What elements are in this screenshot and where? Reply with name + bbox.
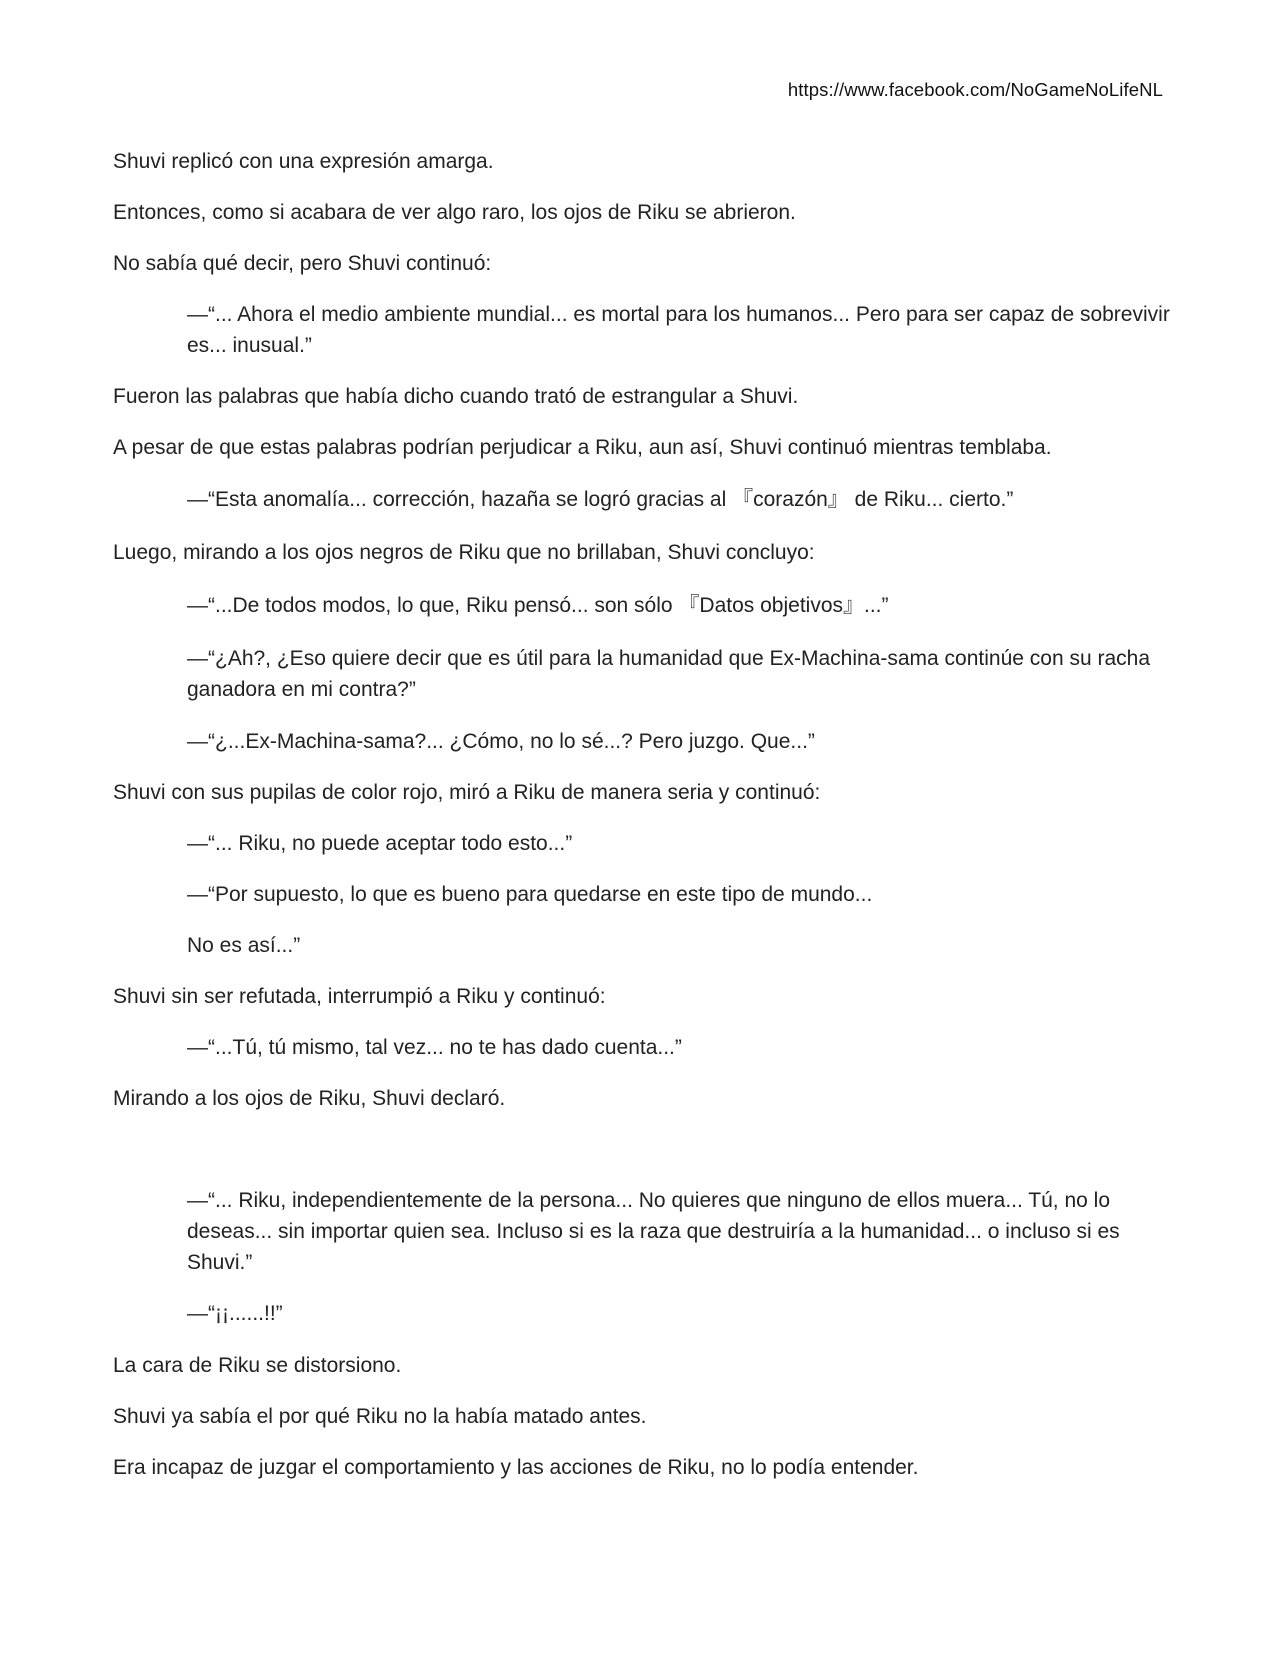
dialogue-paragraph: —“¡¡......!!” bbox=[187, 1302, 283, 1325]
dialogue-paragraph: —“¿...Ex-Machina-sama?... ¿Cómo, no lo sé...? Pero juzgo. Que...” bbox=[187, 730, 815, 753]
paragraph: Shuvi ya sabía el por qué Riku no la había matado antes. bbox=[113, 1405, 647, 1428]
dialogue-paragraph: —“Por supuesto, lo que es bueno para quedarse en este tipo de mundo... bbox=[187, 883, 873, 906]
dialogue-paragraph: —“... Riku, independientemente de la persona... No quieres que ninguno de ellos muera... Tú, no lo deseas... sin importar quien sea. Incluso si es la raza que destruiría a la humanidad... o incluso si es Shuvi.” bbox=[187, 1189, 1120, 1274]
paragraph: Luego, mirando a los ojos negros de Riku que no brillaban, Shuvi concluyo: bbox=[113, 541, 815, 564]
dialogue-paragraph: —“Esta anomalía... corrección, hazaña se logró gracias al 『corazón』 de Riku... cierto.” bbox=[187, 488, 1014, 511]
paragraph: Era incapaz de juzgar el comportamiento y las acciones de Riku, no lo podía entender. bbox=[113, 1456, 919, 1479]
paragraph: No sabía qué decir, pero Shuvi continuó: bbox=[113, 252, 492, 275]
dialogue-paragraph: —“... Ahora el medio ambiente mundial... es mortal para los humanos... Pero para ser capaz de sobrevivir es... inusual.” bbox=[187, 303, 1170, 357]
paragraph: Entonces, como si acabara de ver algo raro, los ojos de Riku se abrieron. bbox=[113, 201, 796, 224]
paragraph: Shuvi replicó con una expresión amarga. bbox=[113, 150, 494, 173]
dialogue-paragraph: —“...Tú, tú mismo, tal vez... no te has dado cuenta...” bbox=[187, 1036, 682, 1059]
dialogue-paragraph: No es así...” bbox=[187, 934, 301, 957]
dialogue-paragraph: —“...De todos modos, lo que, Riku pensó... son sólo 『Datos objetivos』...” bbox=[187, 594, 889, 617]
dialogue-paragraph: —“¿Ah?, ¿Eso quiere decir que es útil para la humanidad que Ex-Machina-sama continúe con su racha ganadora en mi contra?” bbox=[187, 647, 1151, 701]
paragraph: La cara de Riku se distorsiono. bbox=[113, 1354, 402, 1377]
header-url: https://www.facebook.com/NoGameNoLifeNL bbox=[787, 79, 1163, 100]
paragraph: Fueron las palabras que había dicho cuando trató de estrangular a Shuvi. bbox=[113, 385, 799, 408]
dialogue-paragraph: —“... Riku, no puede aceptar todo esto...” bbox=[187, 832, 573, 855]
paragraph: Shuvi con sus pupilas de color rojo, miró a Riku de manera seria y continuó: bbox=[113, 781, 821, 804]
paragraph: A pesar de que estas palabras podrían perjudicar a Riku, aun así, Shuvi continuó mientras temblaba. bbox=[113, 436, 1052, 459]
paragraph: Mirando a los ojos de Riku, Shuvi declaró. bbox=[113, 1087, 506, 1110]
paragraph: Shuvi sin ser refutada, interrumpió a Riku y continuó: bbox=[113, 985, 606, 1008]
